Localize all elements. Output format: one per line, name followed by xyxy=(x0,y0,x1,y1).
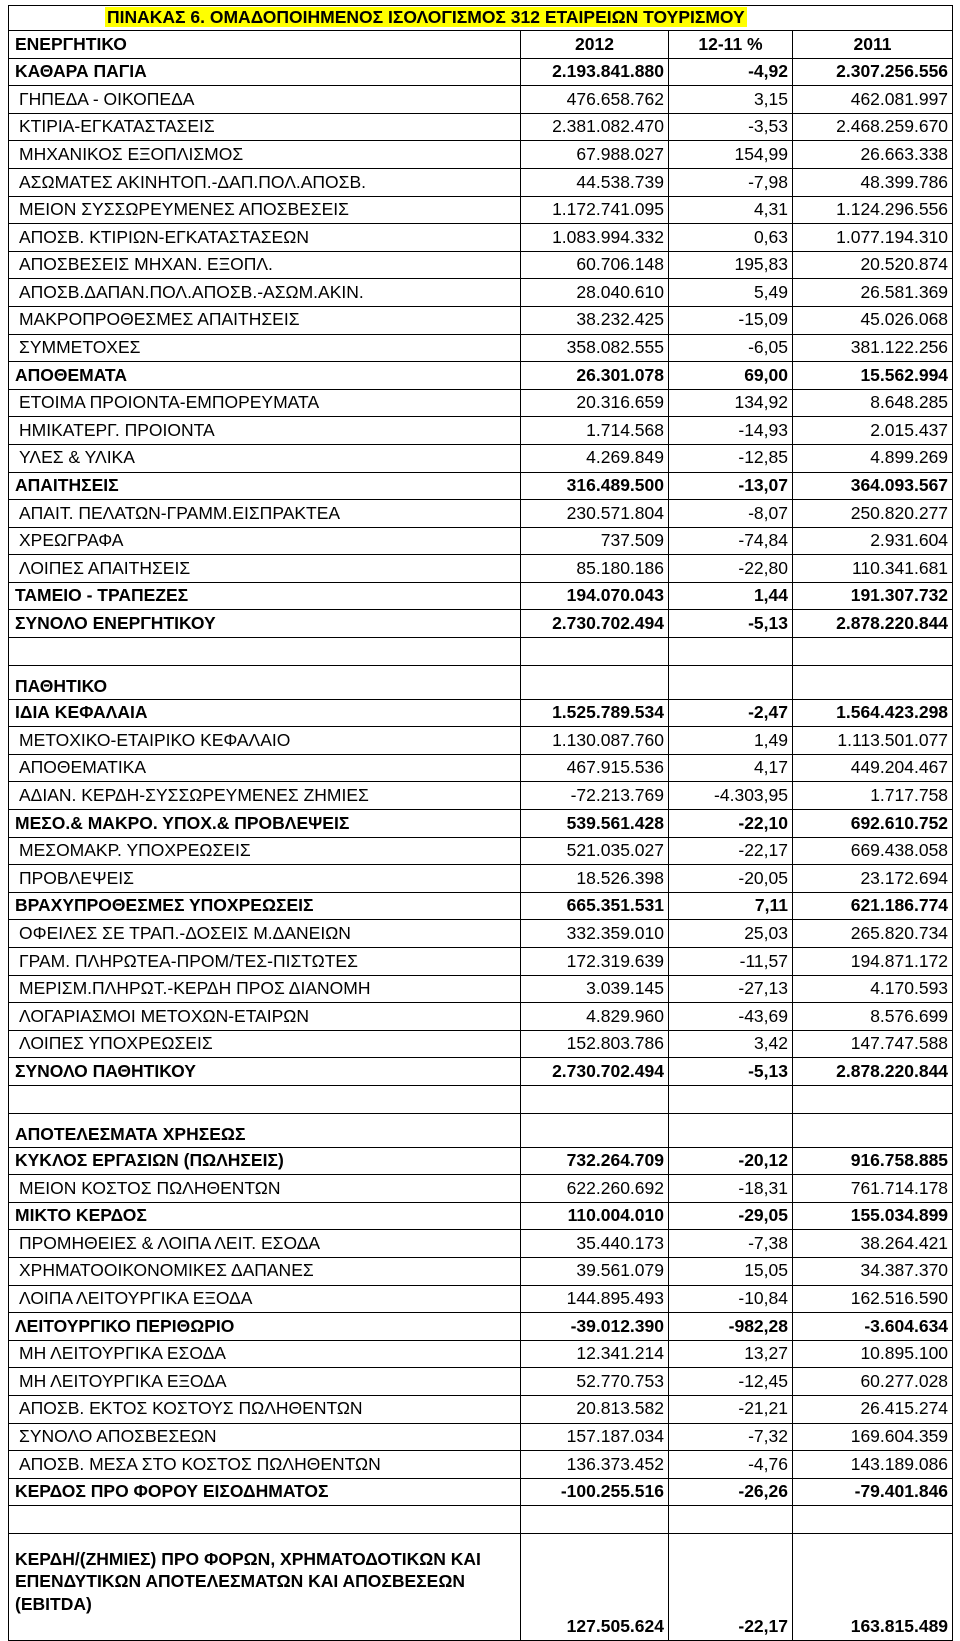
row-label: ΜΗ ΛΕΙΤΟΥΡΓΙΚΑ ΕΣΟΔΑ xyxy=(9,1340,521,1368)
change-pct: 1,44 xyxy=(669,582,793,610)
value-2011: 4.170.593 xyxy=(793,975,953,1003)
row-label: ΑΠΟΣΒ. ΜΕΣΑ ΣΤΟ ΚΟΣΤΟΣ ΠΩΛΗΘΕΝΤΩΝ xyxy=(9,1451,521,1479)
value-2011: -3.604.634 xyxy=(793,1313,953,1341)
row-label: ΑΠΟΘΕΜΑΤΑ xyxy=(9,362,521,390)
value-2012 xyxy=(521,1506,669,1534)
blank-row xyxy=(9,1085,953,1113)
table-row xyxy=(9,1478,953,1506)
value-2012: 28.040.610 xyxy=(521,279,669,307)
change-pct: -21,21 xyxy=(669,1395,793,1423)
table-row xyxy=(9,334,953,362)
row-label: ΑΠΟΣΒΕΣΕΙΣ ΜΗΧΑΝ. ΕΞΟΠΛ. xyxy=(9,251,521,279)
value-2012: 136.373.452 xyxy=(521,1451,669,1479)
value-2012: 737.509 xyxy=(521,527,669,555)
value-2012: 1.083.994.332 xyxy=(521,224,669,252)
table-row xyxy=(9,892,953,920)
row-label: ΜΙΚΤΟ ΚΕΡΔΟΣ xyxy=(9,1202,521,1230)
change-pct: -22,17 xyxy=(669,837,793,865)
row-label: ΤΑΜΕΙΟ - ΤΡΑΠΕΖΕΣ xyxy=(9,582,521,610)
table-row xyxy=(9,810,953,838)
table-row xyxy=(9,1395,953,1423)
row-label: ΓΗΠΕΔΑ - ΟΙΚΟΠΕΔΑ xyxy=(9,86,521,114)
change-pct: 3,42 xyxy=(669,1030,793,1058)
change-pct: 25,03 xyxy=(669,920,793,948)
change-pct: 15,05 xyxy=(669,1257,793,1285)
change-pct xyxy=(669,1506,793,1534)
value-2012: 665.351.531 xyxy=(521,892,669,920)
row-label: ΜΕΤΟΧΙΚΟ-ΕΤΑΙΡΙΚΟ ΚΕΦΑΛΑΙΟ xyxy=(9,727,521,755)
value-2011: 761.714.178 xyxy=(793,1175,953,1203)
table-row xyxy=(9,782,953,810)
value-2012: 20.813.582 xyxy=(521,1395,669,1423)
row-label: ΥΛΕΣ & ΥΛΙΚΑ xyxy=(9,444,521,472)
table-row xyxy=(9,417,953,445)
change-pct: -6,05 xyxy=(669,334,793,362)
row-label: ΟΦΕΙΛΕΣ ΣΕ ΤΡΑΠ.-ΔΟΣΕΙΣ Μ.ΔΑΝΕΙΩΝ xyxy=(9,920,521,948)
value-2011: -79.401.846 xyxy=(793,1478,953,1506)
table-row xyxy=(9,665,953,699)
value-2012 xyxy=(521,1085,669,1113)
value-2012: 521.035.027 xyxy=(521,837,669,865)
row-label: ΠΡΟΜΗΘΕΙΕΣ & ΛΟΙΠΑ ΛΕΙΤ. ΕΣΟΔΑ xyxy=(9,1230,521,1258)
value-2012 xyxy=(521,638,669,666)
table-row xyxy=(9,1113,953,1147)
value-2011: 1.717.758 xyxy=(793,782,953,810)
value-2011: 26.581.369 xyxy=(793,279,953,307)
row-label: ΜΕΙΟΝ ΚΟΣΤΟΣ ΠΩΛΗΘΕΝΤΩΝ xyxy=(9,1175,521,1203)
value-2012 xyxy=(521,1113,669,1147)
blank-row xyxy=(9,1506,953,1534)
table-row xyxy=(9,1147,953,1175)
table-row xyxy=(9,1202,953,1230)
change-pct: 134,92 xyxy=(669,389,793,417)
value-2011: 38.264.421 xyxy=(793,1230,953,1258)
change-pct: 69,00 xyxy=(669,362,793,390)
row-label: ΜΕΣΟ.& ΜΑΚΡΟ. ΥΠΟΧ.& ΠΡΟΒΛΕΨΕΙΣ xyxy=(9,810,521,838)
table-row xyxy=(9,389,953,417)
table-row xyxy=(9,113,953,141)
change-pct: 0,63 xyxy=(669,224,793,252)
value-2011: 10.895.100 xyxy=(793,1340,953,1368)
change-pct: -14,93 xyxy=(669,417,793,445)
table-row xyxy=(9,948,953,976)
table-row xyxy=(9,837,953,865)
balance-sheet xyxy=(8,5,952,1641)
change-pct: 3,15 xyxy=(669,86,793,114)
row-label: ΠΡΟΒΛΕΨΕΙΣ xyxy=(9,865,521,893)
change-pct: -26,26 xyxy=(669,1478,793,1506)
row-label: ΒΡΑΧΥΠΡΟΘΕΣΜΕΣ ΥΠΟΧΡΕΩΣΕΙΣ xyxy=(9,892,521,920)
header-label: ΕΝΕΡΓΗΤΙΚΟ xyxy=(9,31,521,59)
change-pct: -3,53 xyxy=(669,113,793,141)
row-label: ΕΤΟΙΜΑ ΠΡΟΙΟΝΤΑ-ΕΜΠΟΡΕΥΜΑΤΑ xyxy=(9,389,521,417)
value-2011: 163.815.489 xyxy=(793,1533,953,1640)
value-2012: 172.319.639 xyxy=(521,948,669,976)
row-label: ΑΠΟΘΕΜΑΤΙΚΑ xyxy=(9,754,521,782)
value-2012: 18.526.398 xyxy=(521,865,669,893)
header-year-2011: 2011 xyxy=(793,31,953,59)
change-pct: -4,76 xyxy=(669,1451,793,1479)
change-pct: -5,13 xyxy=(669,610,793,638)
change-pct: -7,32 xyxy=(669,1423,793,1451)
value-2011: 621.186.774 xyxy=(793,892,953,920)
change-pct: 13,27 xyxy=(669,1340,793,1368)
value-2012: 35.440.173 xyxy=(521,1230,669,1258)
value-2011: 8.648.285 xyxy=(793,389,953,417)
row-label: ΛΟΙΠΑ ΛΕΙΤΟΥΡΓΙΚΑ ΕΞΟΔΑ xyxy=(9,1285,521,1313)
value-2012: 26.301.078 xyxy=(521,362,669,390)
table-row xyxy=(9,1533,953,1640)
row-label: ΛΟΙΠΕΣ ΑΠΑΙΤΗΣΕΙΣ xyxy=(9,555,521,583)
change-pct: -13,07 xyxy=(669,472,793,500)
value-2011: 8.576.699 xyxy=(793,1003,953,1031)
table-row xyxy=(9,224,953,252)
change-pct: -7,38 xyxy=(669,1230,793,1258)
change-pct xyxy=(669,638,793,666)
row-label: ΣΥΜΜΕΤΟΧΕΣ xyxy=(9,334,521,362)
table-row xyxy=(9,1285,953,1313)
change-pct: -29,05 xyxy=(669,1202,793,1230)
value-2011: 462.081.997 xyxy=(793,86,953,114)
value-2011: 2.878.220.844 xyxy=(793,610,953,638)
row-label: ΑΣΩΜΑΤΕΣ ΑΚΙΝΗΤΟΠ.-ΔΑΠ.ΠΟΛ.ΑΠΟΣΒ. xyxy=(9,168,521,196)
value-2011 xyxy=(793,1113,953,1147)
row-label: ΣΥΝΟΛΟ ΠΑΘΗΤΙΚΟΥ xyxy=(9,1058,521,1086)
change-pct: -22,17 xyxy=(669,1533,793,1640)
value-2012: 127.505.624 xyxy=(521,1533,669,1640)
row-label: ΚΑΘΑΡΑ ΠΑΓΙΑ xyxy=(9,58,521,86)
row-label: ΚΕΡΔΟΣ ΠΡΟ ΦΟΡΟΥ ΕΙΣΟΔΗΜΑΤΟΣ xyxy=(9,1478,521,1506)
value-2012: 38.232.425 xyxy=(521,306,669,334)
row-label: ΜΕΡΙΣΜ.ΠΛΗΡΩΤ.-ΚΕΡΔΗ ΠΡΟΣ ΔΙΑΝΟΜΗ xyxy=(9,975,521,1003)
change-pct: 1,49 xyxy=(669,727,793,755)
row-label: ΓΡΑΜ. ΠΛΗΡΩΤΕΑ-ΠΡΟΜ/ΤΕΣ-ΠΙΣΤΩΤΕΣ xyxy=(9,948,521,976)
table-row xyxy=(9,754,953,782)
row-label: ΜΑΚΡΟΠΡΟΘΕΣΜΕΣ ΑΠΑΙΤΗΣΕΙΣ xyxy=(9,306,521,334)
balance-sheet-table xyxy=(8,5,953,1641)
value-2012: 316.489.500 xyxy=(521,472,669,500)
value-2012: 152.803.786 xyxy=(521,1030,669,1058)
row-label xyxy=(9,638,521,666)
value-2012: 44.538.739 xyxy=(521,168,669,196)
value-2012: 2.193.841.880 xyxy=(521,58,669,86)
table-row xyxy=(9,444,953,472)
table-row xyxy=(9,610,953,638)
row-label: ΗΜΙΚΑΤΕΡΓ. ΠΡΟΙΟΝΤΑ xyxy=(9,417,521,445)
row-label: ΣΥΝΟΛΟ ΕΝΕΡΓΗΤΙΚΟΥ xyxy=(9,610,521,638)
value-2012: 12.341.214 xyxy=(521,1340,669,1368)
change-pct: -982,28 xyxy=(669,1313,793,1341)
value-2011 xyxy=(793,665,953,699)
table-row xyxy=(9,1175,953,1203)
value-2012: 539.561.428 xyxy=(521,810,669,838)
change-pct: -43,69 xyxy=(669,1003,793,1031)
value-2011: 2.307.256.556 xyxy=(793,58,953,86)
row-label: ΑΠΟΣΒ. ΚΤΙΡΙΩΝ-ΕΓΚΑΤΑΣΤΑΣΕΩΝ xyxy=(9,224,521,252)
value-2011: 60.277.028 xyxy=(793,1368,953,1396)
table-row xyxy=(9,196,953,224)
table-row xyxy=(9,306,953,334)
value-2011: 449.204.467 xyxy=(793,754,953,782)
value-2012: 467.915.536 xyxy=(521,754,669,782)
change-pct: -12,45 xyxy=(669,1368,793,1396)
table-row xyxy=(9,58,953,86)
change-pct: 5,49 xyxy=(669,279,793,307)
value-2011: 15.562.994 xyxy=(793,362,953,390)
table-row xyxy=(9,1058,953,1086)
table-row xyxy=(9,1423,953,1451)
value-2011: 155.034.899 xyxy=(793,1202,953,1230)
value-2011: 916.758.885 xyxy=(793,1147,953,1175)
row-label: ΚΕΡΔΗ/(ΖΗΜΙΕΣ) ΠΡΟ ΦΟΡΩΝ, ΧΡΗΜΑΤΟΔΟΤΙΚΩΝ ΚΑΙ ΕΠΕΝΔΥΤΙΚΩΝ ΑΠΟΤΕΛΕΣΜΑΤΩΝ ΚΑΙ ΑΠΟΣΒΕΣΕΩΝ (EBITDA) xyxy=(9,1533,521,1640)
row-label: ΧΡΗΜΑΤΟΟΙΚΟΝΟΜΙΚΕΣ ΔΑΠΑΝΕΣ xyxy=(9,1257,521,1285)
change-pct: -7,98 xyxy=(669,168,793,196)
row-label: ΑΠΟΣΒ.ΔΑΠΑΝ.ΠΟΛ.ΑΠΟΣΒ.-ΑΣΩΜ.ΑΚΙΝ. xyxy=(9,279,521,307)
title-cell xyxy=(9,6,953,31)
table-row xyxy=(9,362,953,390)
table-row xyxy=(9,699,953,727)
change-pct xyxy=(669,1085,793,1113)
table-row xyxy=(9,920,953,948)
change-pct: -5,13 xyxy=(669,1058,793,1086)
row-label: ΧΡΕΩΓΡΑΦΑ xyxy=(9,527,521,555)
value-2011: 147.747.588 xyxy=(793,1030,953,1058)
value-2011: 23.172.694 xyxy=(793,865,953,893)
title-row xyxy=(9,6,953,31)
value-2011: 34.387.370 xyxy=(793,1257,953,1285)
change-pct: -74,84 xyxy=(669,527,793,555)
table-title: ΠΙΝΑΚΑΣ 6. ΟΜΑΔΟΠΟΙΗΜΕΝΟΣ ΙΣΟΛΟΓΙΣΜΟΣ 312 ΕΤΑΙΡΕΙΩΝ ΤΟΥΡΙΣΜΟΥ xyxy=(107,7,745,28)
value-2012: 67.988.027 xyxy=(521,141,669,169)
value-2012: 20.316.659 xyxy=(521,389,669,417)
value-2011: 2.931.604 xyxy=(793,527,953,555)
change-pct: -18,31 xyxy=(669,1175,793,1203)
header-year-2012: 2012 xyxy=(521,31,669,59)
value-2012: 2.381.082.470 xyxy=(521,113,669,141)
row-label xyxy=(9,1085,521,1113)
change-pct: -22,10 xyxy=(669,810,793,838)
change-pct: 154,99 xyxy=(669,141,793,169)
value-2012: 39.561.079 xyxy=(521,1257,669,1285)
change-pct: -4,92 xyxy=(669,58,793,86)
table-row xyxy=(9,727,953,755)
table-row xyxy=(9,251,953,279)
row-label: ΑΠΟΤΕΛΕΣΜΑΤΑ ΧΡΗΣΕΩΣ xyxy=(9,1113,521,1147)
value-2011: 265.820.734 xyxy=(793,920,953,948)
header-change-pct: 12-11 % xyxy=(669,31,793,59)
row-label: ΚΥΚΛΟΣ ΕΡΓΑΣΙΩΝ (ΠΩΛΗΣΕΙΣ) xyxy=(9,1147,521,1175)
table-row xyxy=(9,865,953,893)
value-2011: 381.122.256 xyxy=(793,334,953,362)
blank-row xyxy=(9,638,953,666)
value-2012: 1.130.087.760 xyxy=(521,727,669,755)
change-pct xyxy=(669,665,793,699)
value-2011: 110.341.681 xyxy=(793,555,953,583)
value-2012: 157.187.034 xyxy=(521,1423,669,1451)
value-2011: 4.899.269 xyxy=(793,444,953,472)
value-2012: 4.269.849 xyxy=(521,444,669,472)
change-pct xyxy=(669,1113,793,1147)
value-2012: -72.213.769 xyxy=(521,782,669,810)
table-row xyxy=(9,279,953,307)
row-label: ΑΔΙΑΝ. ΚΕΡΔΗ-ΣΥΣΣΩΡΕΥΜΕΝΕΣ ΖΗΜΙΕΣ xyxy=(9,782,521,810)
change-pct: -4.303,95 xyxy=(669,782,793,810)
value-2012: 194.070.043 xyxy=(521,582,669,610)
value-2012: 85.180.186 xyxy=(521,555,669,583)
value-2011 xyxy=(793,638,953,666)
value-2011: 26.415.274 xyxy=(793,1395,953,1423)
row-label: ΜΕΙΟΝ ΣΥΣΣΩΡΕΥΜΕΝΕΣ ΑΠΟΣΒΕΣΕΙΣ xyxy=(9,196,521,224)
value-2012: 3.039.145 xyxy=(521,975,669,1003)
row-label: ΛΕΙΤΟΥΡΓΙΚΟ ΠΕΡΙΘΩΡΙΟ xyxy=(9,1313,521,1341)
table-row xyxy=(9,555,953,583)
value-2011 xyxy=(793,1506,953,1534)
value-2012: 230.571.804 xyxy=(521,500,669,528)
row-label: ΜΗΧΑΝΙΚΟΣ ΕΞΟΠΛΙΣΜΟΣ xyxy=(9,141,521,169)
value-2012: -100.255.516 xyxy=(521,1478,669,1506)
change-pct: -8,07 xyxy=(669,500,793,528)
row-label: ΜΗ ΛΕΙΤΟΥΡΓΙΚΑ ΕΞΟΔΑ xyxy=(9,1368,521,1396)
change-pct: -15,09 xyxy=(669,306,793,334)
change-pct: -12,85 xyxy=(669,444,793,472)
change-pct: -2,47 xyxy=(669,699,793,727)
value-2012: 4.829.960 xyxy=(521,1003,669,1031)
change-pct: 4,17 xyxy=(669,754,793,782)
value-2011: 143.189.086 xyxy=(793,1451,953,1479)
value-2012: 110.004.010 xyxy=(521,1202,669,1230)
value-2012: 622.260.692 xyxy=(521,1175,669,1203)
change-pct: 7,11 xyxy=(669,892,793,920)
change-pct: -11,57 xyxy=(669,948,793,976)
value-2011: 26.663.338 xyxy=(793,141,953,169)
value-2011: 2.878.220.844 xyxy=(793,1058,953,1086)
row-label xyxy=(9,1506,521,1534)
value-2012: 2.730.702.494 xyxy=(521,1058,669,1086)
value-2012: -39.012.390 xyxy=(521,1313,669,1341)
change-pct: -27,13 xyxy=(669,975,793,1003)
value-2012: 1.172.741.095 xyxy=(521,196,669,224)
value-2012: 144.895.493 xyxy=(521,1285,669,1313)
table-row xyxy=(9,582,953,610)
change-pct: -20,12 xyxy=(669,1147,793,1175)
change-pct: -20,05 xyxy=(669,865,793,893)
table-row xyxy=(9,1003,953,1031)
row-label: ΛΟΙΠΕΣ ΥΠΟΧΡΕΩΣΕΙΣ xyxy=(9,1030,521,1058)
value-2011: 669.438.058 xyxy=(793,837,953,865)
table-row xyxy=(9,1340,953,1368)
change-pct: -10,84 xyxy=(669,1285,793,1313)
value-2011: 162.516.590 xyxy=(793,1285,953,1313)
table-row xyxy=(9,1257,953,1285)
row-label: ΛΟΓΑΡΙΑΣΜΟΙ ΜΕΤΟΧΩΝ-ΕΤΑΙΡΩΝ xyxy=(9,1003,521,1031)
table-row xyxy=(9,1230,953,1258)
table-row xyxy=(9,86,953,114)
row-label: ΑΠΑΙΤΗΣΕΙΣ xyxy=(9,472,521,500)
table-row xyxy=(9,527,953,555)
table-row xyxy=(9,168,953,196)
value-2012: 476.658.762 xyxy=(521,86,669,114)
row-label: ΑΠΑΙΤ. ΠΕΛΑΤΩΝ-ΓΡΑΜΜ.ΕΙΣΠΡΑΚΤΕΑ xyxy=(9,500,521,528)
table-row xyxy=(9,1368,953,1396)
row-label: ΙΔΙΑ ΚΕΦΑΛΑΙΑ xyxy=(9,699,521,727)
change-pct: -22,80 xyxy=(669,555,793,583)
value-2011: 1.124.296.556 xyxy=(793,196,953,224)
table-row xyxy=(9,1030,953,1058)
value-2012: 2.730.702.494 xyxy=(521,610,669,638)
value-2011: 169.604.359 xyxy=(793,1423,953,1451)
value-2012: 1.525.789.534 xyxy=(521,699,669,727)
table-row xyxy=(9,1451,953,1479)
row-label: ΣΥΝΟΛΟ ΑΠΟΣΒΕΣΕΩΝ xyxy=(9,1423,521,1451)
value-2011: 45.026.068 xyxy=(793,306,953,334)
value-2012: 732.264.709 xyxy=(521,1147,669,1175)
value-2012: 332.359.010 xyxy=(521,920,669,948)
row-label: ΠΑΘΗΤΙΚΟ xyxy=(9,665,521,699)
value-2011: 2.015.437 xyxy=(793,417,953,445)
value-2012: 1.714.568 xyxy=(521,417,669,445)
value-2012: 60.706.148 xyxy=(521,251,669,279)
value-2011: 191.307.732 xyxy=(793,582,953,610)
value-2011: 250.820.277 xyxy=(793,500,953,528)
value-2012: 52.770.753 xyxy=(521,1368,669,1396)
row-label: ΜΕΣΟΜΑΚΡ. ΥΠΟΧΡΕΩΣΕΙΣ xyxy=(9,837,521,865)
value-2011: 1.113.501.077 xyxy=(793,727,953,755)
value-2011 xyxy=(793,1085,953,1113)
value-2011: 1.077.194.310 xyxy=(793,224,953,252)
row-label: ΚΤΙΡΙΑ-ΕΓΚΑΤΑΣΤΑΣΕΙΣ xyxy=(9,113,521,141)
table-row xyxy=(9,141,953,169)
value-2011: 692.610.752 xyxy=(793,810,953,838)
value-2011: 364.093.567 xyxy=(793,472,953,500)
value-2012: 358.082.555 xyxy=(521,334,669,362)
value-2011: 1.564.423.298 xyxy=(793,699,953,727)
value-2011: 194.871.172 xyxy=(793,948,953,976)
row-label: ΑΠΟΣΒ. ΕΚΤΟΣ ΚΟΣΤΟΥΣ ΠΩΛΗΘΕΝΤΩΝ xyxy=(9,1395,521,1423)
value-2012 xyxy=(521,665,669,699)
value-2011: 48.399.786 xyxy=(793,168,953,196)
table-row xyxy=(9,1313,953,1341)
change-pct: 4,31 xyxy=(669,196,793,224)
value-2011: 20.520.874 xyxy=(793,251,953,279)
header-row xyxy=(9,31,953,59)
value-2011: 2.468.259.670 xyxy=(793,113,953,141)
change-pct: 195,83 xyxy=(669,251,793,279)
table-row xyxy=(9,472,953,500)
table-row xyxy=(9,975,953,1003)
table-row xyxy=(9,500,953,528)
